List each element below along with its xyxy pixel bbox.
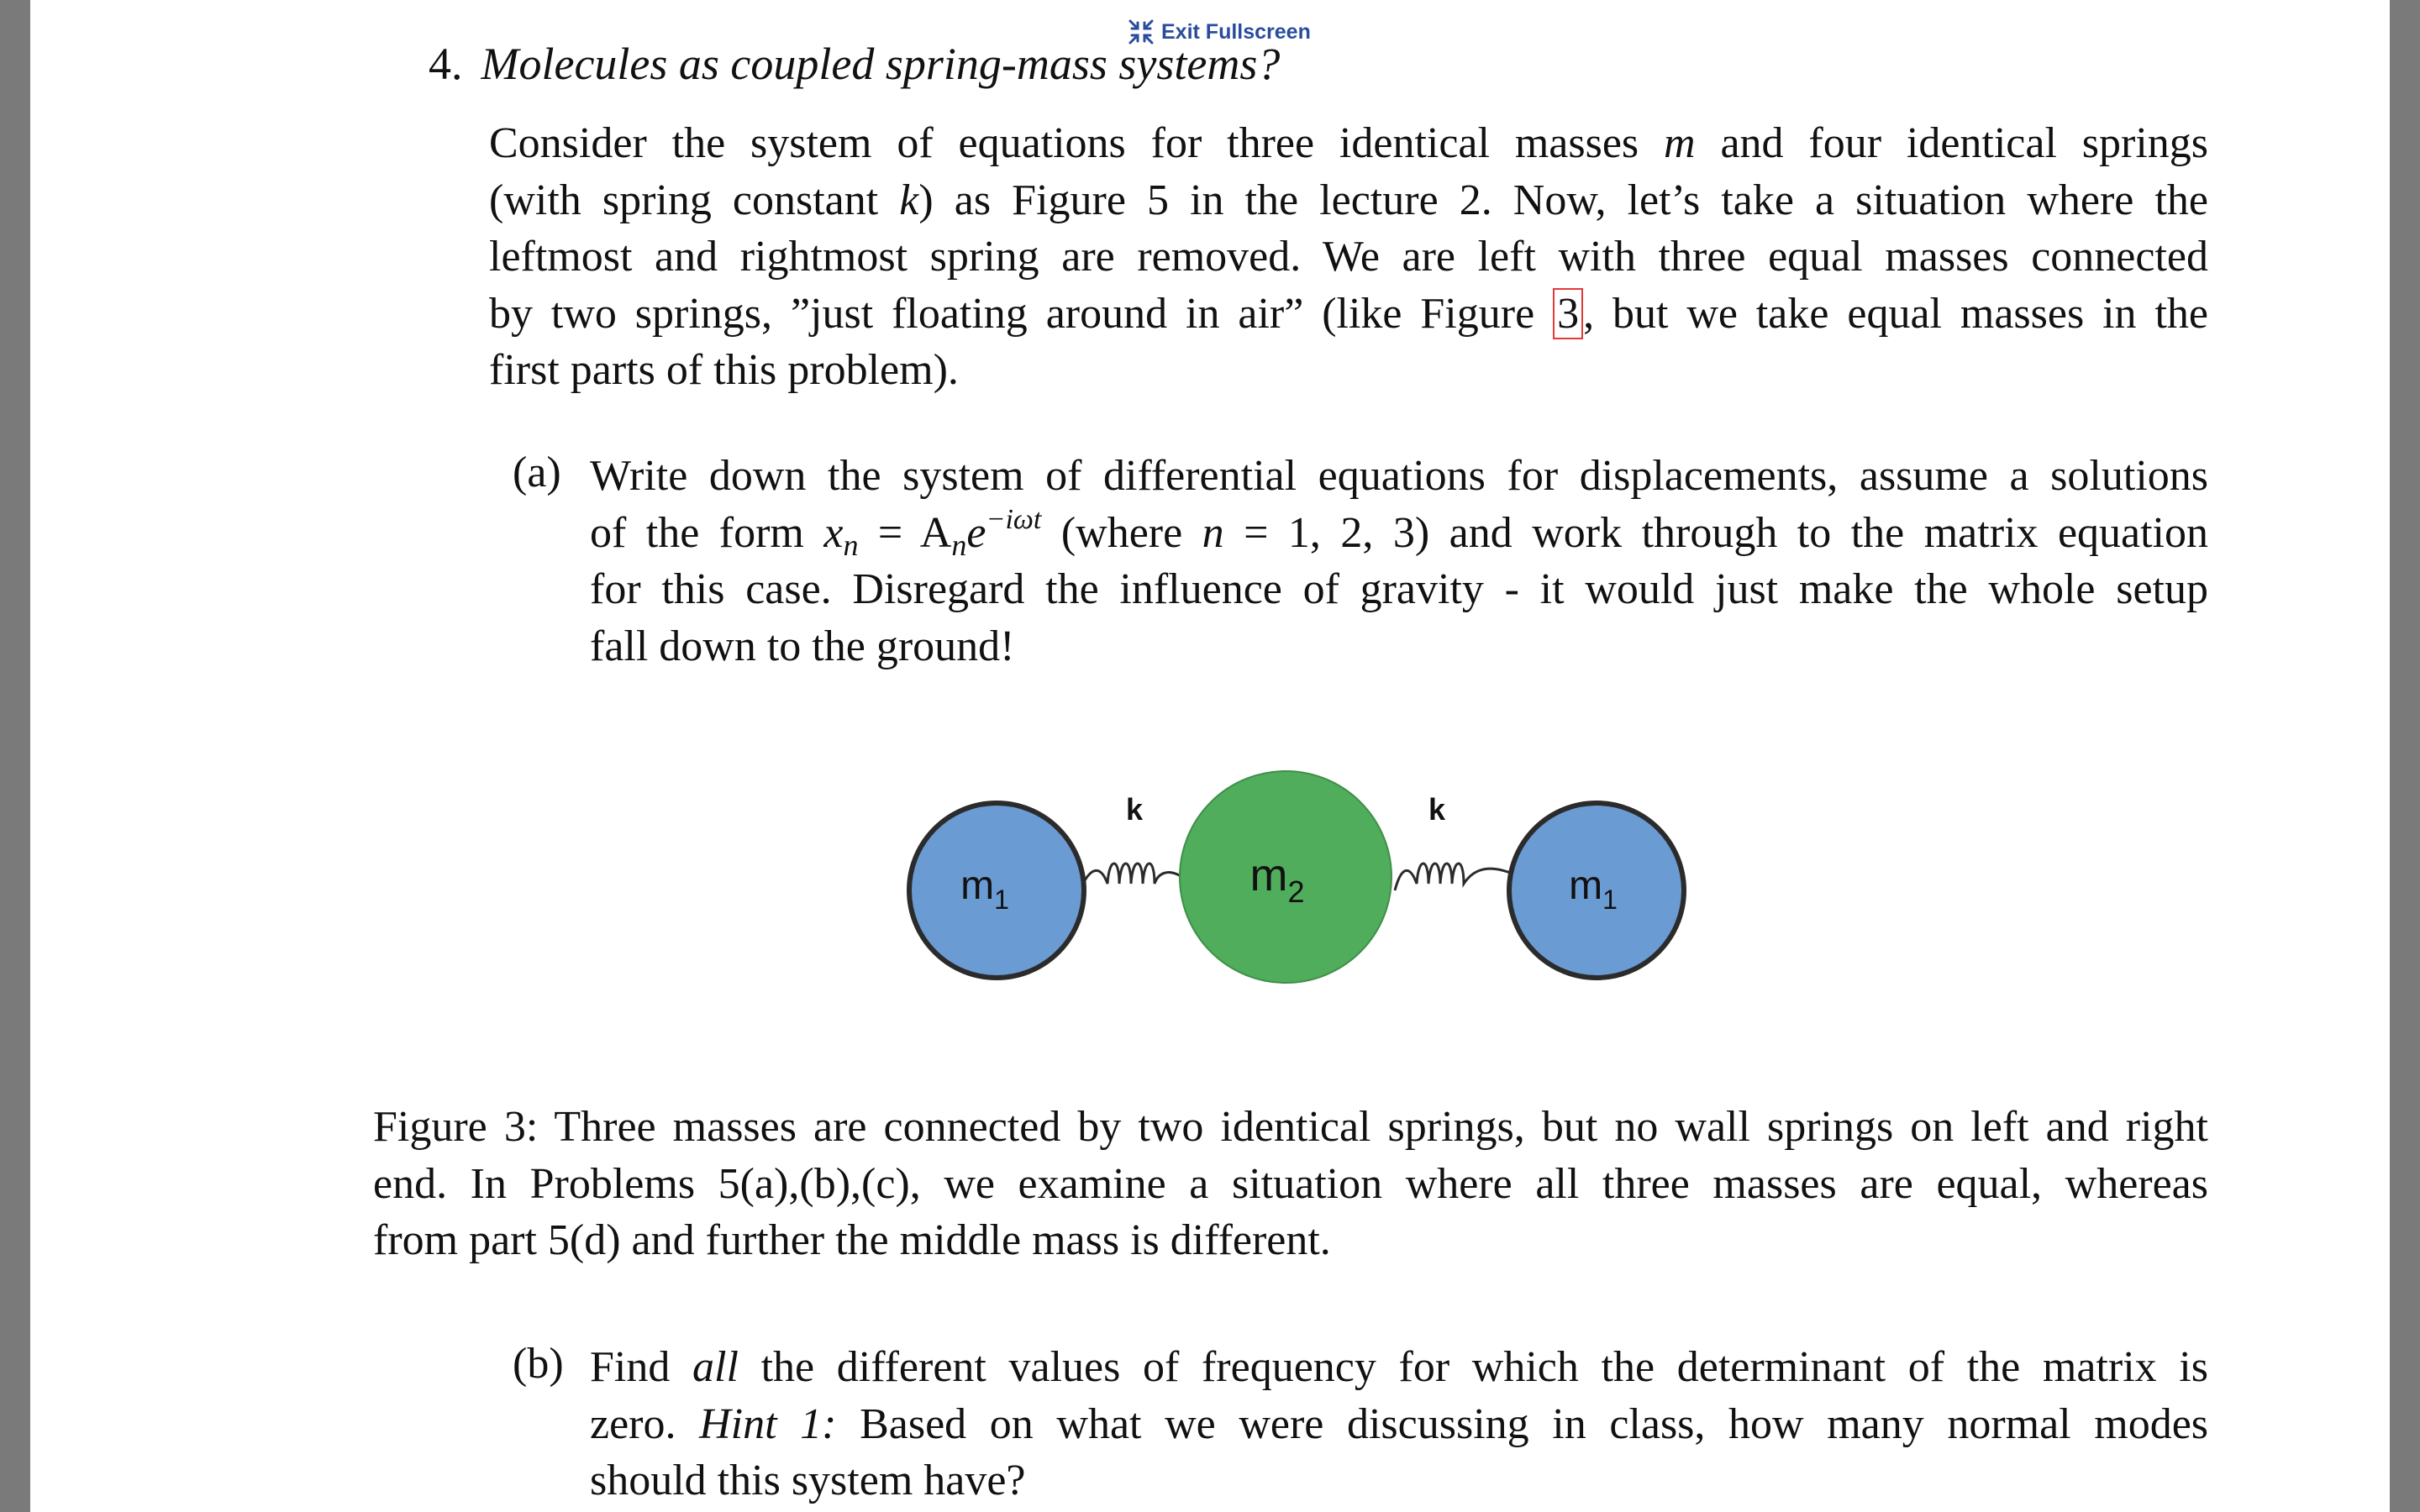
part-a-text: Write down the system of differential equations for displacements, assume a solutions of the form $x_n = A_ne^{-i\omega t}$ (where n = 1, 2, 3) and work through to the matrix equation for this case. Disregard the influence of gravity - it would just make the whole setup fall down to the ground!: [590, 452, 2208, 670]
mass-label-middle: $m_2$: [1249, 850, 1305, 909]
intro-line: Consider the system of equations for three identical masses m and four identical springs: [489, 119, 2209, 167]
exit-fullscreen-label: Exit Fullscreen: [1161, 19, 1311, 44]
intro-line: leftmost and rightmost spring are removed. We are left with three equal masses connected: [489, 233, 2208, 281]
mass-label-left: $m_1$: [960, 864, 1009, 915]
part-b-label: (b): [513, 1340, 564, 1388]
right-gutter: [2390, 0, 2420, 1512]
spring-right: [1395, 864, 1512, 890]
part-a-label: (a): [513, 449, 561, 496]
problem-title-text: Molecules as coupled spring-mass systems?: [481, 39, 1281, 89]
intro-line: (with spring constant k) as Figure 5 in the lecture 2. Now, let’s take a situation where the: [489, 176, 2208, 224]
mass-label-right: $m_1$: [1569, 864, 1618, 915]
spring-label-right: k: [1428, 792, 1446, 827]
figure-reference-link[interactable]: 3: [1553, 288, 1583, 339]
intro-line: first parts of this problem).: [489, 346, 959, 394]
spring-left: [1080, 864, 1185, 890]
spring-label-left: k: [1125, 792, 1144, 827]
problem-title: [429, 38, 1280, 90]
figure-caption: Figure 3: Three masses are connected by two identical springs, but no wall springs on left and right end. In Problems 5(a),(b),(c), we examine a situation where all three masses are equal, whereas from part 5(d) and further the middle mass is different.: [373, 1103, 2208, 1264]
left-gutter: [0, 0, 30, 1512]
intro-line: by two springs, ”just floating around in air” (like Figure 3, but we take equal masses in the: [489, 289, 2208, 338]
spring-mass-figure: [891, 756, 1697, 991]
part-b-text: Find all the different values of frequency for which the determinant of the matrix is zero. Hint 1: Based on what we were discussing in class, how many normal modes should this system have?: [590, 1343, 2209, 1504]
problem-number: 4.: [429, 39, 463, 89]
problem-intro: [489, 115, 2208, 399]
